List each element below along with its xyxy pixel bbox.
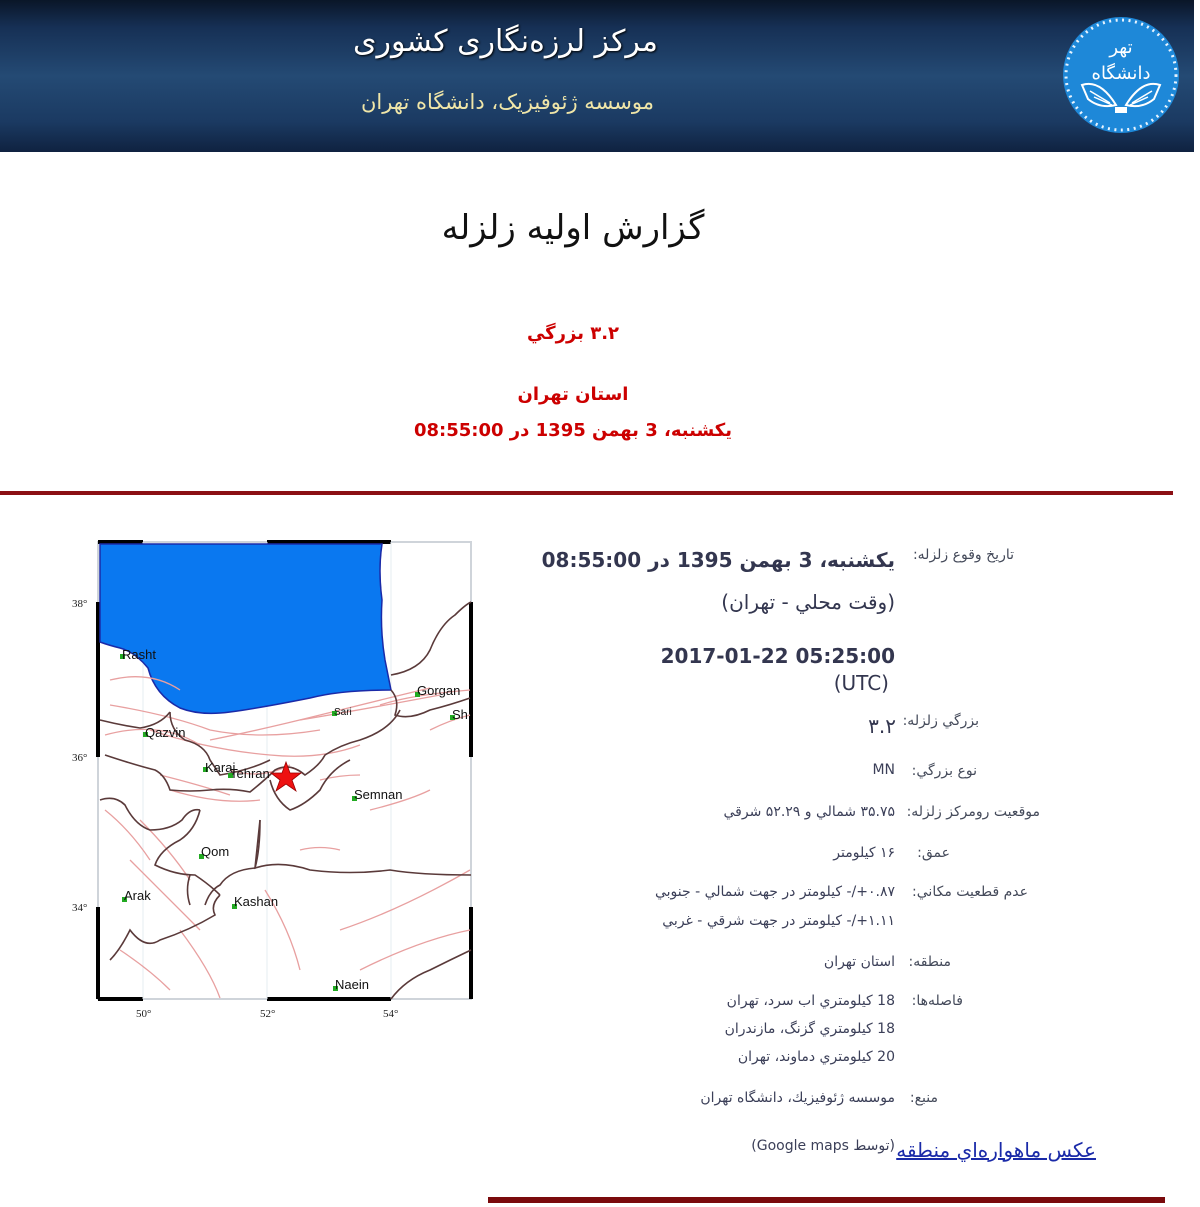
- svg-text:Rasht: Rasht: [122, 647, 156, 662]
- distances-label: فاصله‌ها:: [911, 993, 963, 1009]
- svg-text:38°: 38°: [72, 598, 88, 610]
- depth-value: ۱۶ كيلومتر: [833, 845, 895, 861]
- magnitude-headline: ۳.۲ بزرگي: [526, 323, 620, 344]
- site-subtitle: موسسه ژئوفیزیک، دانشگاه تهران: [360, 90, 654, 114]
- magnitude-value: ۳.۲: [868, 714, 896, 738]
- local-time-note: (وقت محلي - تهران): [721, 590, 895, 614]
- section-divider: [0, 491, 1173, 495]
- datetime-headline: يكشنبه، 3 بهمن 1395 در 08:55:00: [413, 420, 733, 441]
- svg-text:Karaj: Karaj: [205, 760, 236, 775]
- google-maps-note: (توسط Google maps): [751, 1138, 895, 1154]
- svg-text:Qom: Qom: [201, 844, 230, 859]
- epicenter-label: موقعيت رومركز زلزله:: [906, 804, 1040, 820]
- svg-text:52°: 52°: [260, 1008, 276, 1020]
- utc-value: 2017-01-22 05:25:00: [660, 644, 895, 668]
- svg-text:Kashan: Kashan: [234, 894, 279, 909]
- utc-note: (UTC): [833, 671, 889, 695]
- university-of-tehran-logo-icon[interactable]: [1060, 13, 1182, 137]
- region-value: استان تهران: [823, 954, 895, 970]
- svg-text:Sh: Sh: [452, 707, 468, 722]
- distance-item: 18 كيلومتري گزنگ، مازندران: [724, 1021, 895, 1037]
- distance-item: 18 كيلومتري اب سرد، تهران: [726, 993, 895, 1009]
- svg-text:Semnan: Semnan: [354, 787, 403, 802]
- magnitude-label: بزرگي زلزله:: [902, 713, 979, 729]
- source-label: منبع:: [909, 1090, 938, 1106]
- uncertainty-ew: ۱.۱۱+/- كيلومتر در جهت شرقي - غربي: [662, 913, 895, 929]
- depth-label: عمق:: [917, 845, 950, 861]
- source-value: موسسه ژئوفيزيك، دانشگاه تهران: [700, 1090, 895, 1106]
- svg-text:54°: 54°: [383, 1008, 399, 1020]
- svg-text:Gorgan: Gorgan: [417, 683, 461, 698]
- report-title: گزارش اولیه زلزله: [441, 208, 705, 248]
- svg-text:Arak: Arak: [124, 888, 151, 903]
- uncertainty-ns: ۰.۸۷+/- كيلومتر در جهت شمالي - جنوبي: [654, 884, 895, 900]
- svg-text:34°: 34°: [72, 902, 88, 914]
- distance-item: 20 كيلومتري دماوند، تهران: [737, 1049, 895, 1065]
- site-header: [0, 0, 1196, 152]
- province-headline: استان تهران: [517, 384, 629, 405]
- svg-text:Naein: Naein: [335, 977, 369, 992]
- uncertainty-label: عدم قطعيت مكاني:: [912, 884, 1028, 900]
- footer-divider: [488, 1197, 1165, 1203]
- epicenter-value: ۳۵.۷۵ شمالي و ۵۲.۲۹ شرقي: [723, 804, 895, 820]
- svg-text:ﺩﺍﻧﺸﮕﺎﻩ: ﺩﺍﻧﺸﮕﺎﻩ: [1091, 63, 1151, 84]
- epicenter-map[interactable]: [60, 530, 480, 1030]
- svg-text:Tehran: Tehran: [230, 766, 270, 781]
- satellite-image-link[interactable]: عكس ماهواره‌اي منطقه: [896, 1138, 1096, 1162]
- magnitude-type-value: MN: [872, 762, 895, 778]
- region-label: منطقه:: [908, 954, 951, 970]
- svg-text:Qazvin: Qazvin: [145, 725, 186, 740]
- svg-text:ﺗﻬﺮ: ﺗﻬﺮ: [1109, 37, 1133, 58]
- date-label: تاريخ وقوع زلزله:: [912, 547, 1014, 563]
- svg-text:50°: 50°: [136, 1008, 152, 1020]
- magnitude-type-label: نوع بزرگي:: [911, 763, 977, 779]
- svg-text:Sari: Sari: [334, 707, 352, 718]
- date-value: يكشنبه، 3 بهمن 1395 در 08:55:00: [541, 548, 895, 572]
- site-title: مرکز لرزه‌نگاری کشوری: [353, 24, 658, 59]
- svg-text:36°: 36°: [72, 752, 88, 764]
